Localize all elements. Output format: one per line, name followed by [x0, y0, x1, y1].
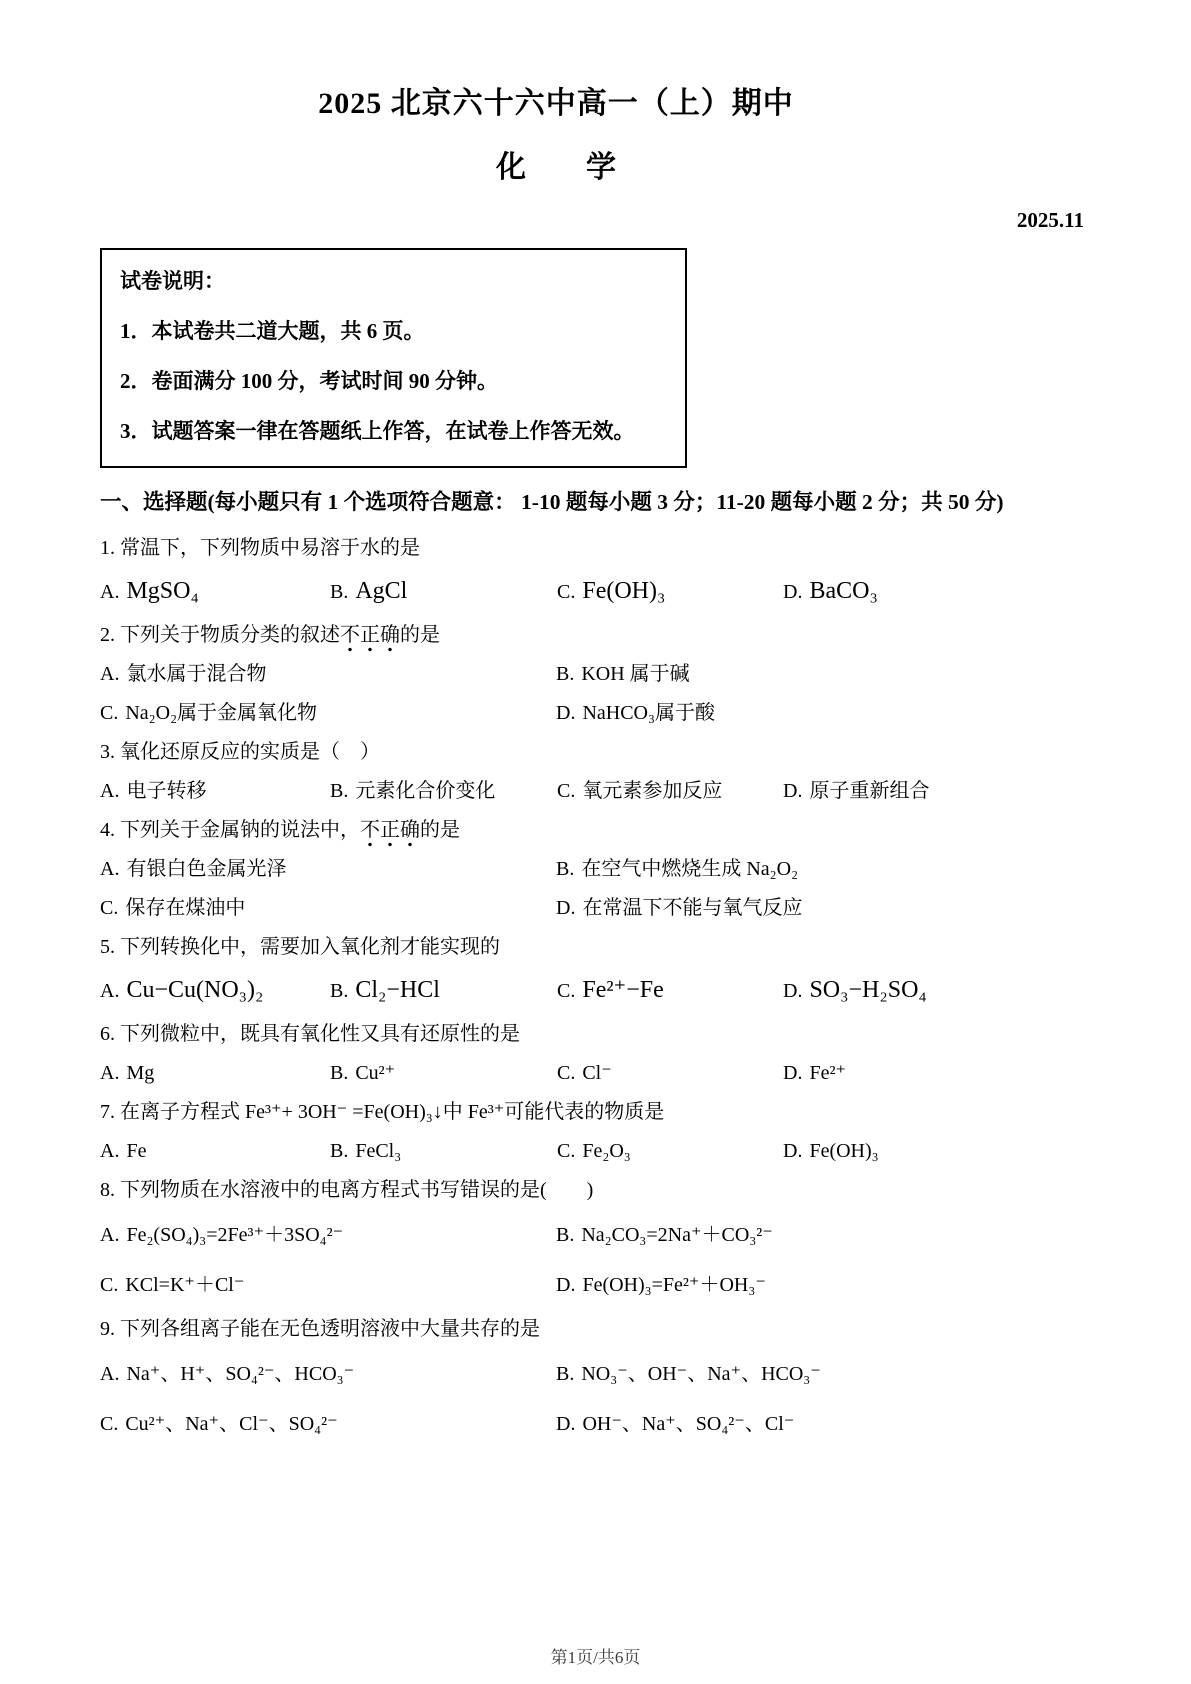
option-text: 氧元素参加反应	[582, 780, 723, 802]
question-8	[100, 1171, 1012, 1310]
option-a	[100, 1210, 556, 1260]
option-label: D.	[556, 702, 576, 724]
option-b	[330, 1054, 557, 1093]
option-label: C.	[557, 1062, 576, 1084]
option-c	[557, 1054, 783, 1093]
option-label: C.	[557, 1140, 576, 1162]
option-label: C.	[557, 780, 576, 802]
stem-text: 4. 下列关于金属钠的说法中，	[100, 819, 360, 841]
option-text: Fe²⁺−Fe	[582, 977, 664, 1003]
option-text: NO₃⁻、OH⁻、Na⁺、HCO₃⁻	[581, 1363, 821, 1385]
option-c	[100, 694, 556, 733]
option-text: Cu²⁺	[355, 1062, 396, 1084]
option-label: D.	[783, 980, 803, 1002]
question-stem: 6. 下列微粒中，既具有氧化性又具有还原性的是	[100, 1023, 520, 1045]
option-text: SO₃−H₂SO₄	[809, 977, 927, 1003]
option-row	[100, 1132, 1012, 1171]
option-label: D.	[783, 1062, 803, 1084]
option-d	[783, 967, 1012, 1015]
option-text: Cu²⁺、Na⁺、Cl⁻、SO₄²⁻	[125, 1413, 338, 1435]
question-stem: 5. 下列转换化中，需要加入氧化剂才能实现的	[100, 936, 500, 958]
option-row	[100, 1349, 1012, 1449]
option-text: 在常温下不能与氧气反应	[582, 897, 803, 919]
notice-item-2: 2．卷面满分 100 分，考试时间 90 分钟。	[120, 369, 498, 393]
option-label: C.	[100, 1274, 119, 1296]
option-a	[100, 967, 330, 1015]
option-b	[556, 850, 1012, 889]
option-text: KOH 属于碱	[581, 663, 690, 685]
option-text: Fe(OH)₃	[582, 578, 666, 604]
option-text: 保存在煤油中	[125, 897, 246, 919]
question-6	[100, 1015, 1012, 1093]
notice-heading: 试卷说明：	[120, 269, 225, 293]
option-text: Fe₂O₃	[582, 1140, 631, 1162]
option-label: C.	[100, 702, 119, 724]
option-label: C.	[100, 1413, 119, 1435]
option-c	[557, 1132, 783, 1171]
option-label: C.	[557, 581, 576, 603]
option-label: B.	[556, 1224, 575, 1246]
option-a	[100, 1132, 330, 1171]
stem-emphasized-text: 不正确	[340, 624, 400, 652]
option-row	[100, 967, 1012, 1015]
option-text: 氯水属于混合物	[126, 663, 267, 685]
question-stem	[100, 616, 1012, 655]
option-a	[100, 655, 556, 694]
question-stem: 9. 下列各组离子能在无色透明溶液中大量共存的是	[100, 1318, 540, 1340]
option-label: C.	[557, 980, 576, 1002]
option-label: B.	[556, 858, 575, 880]
option-text: Fe₂(SO₄)₃=2Fe³⁺＋3SO₄²⁻	[126, 1224, 344, 1246]
option-b	[556, 1349, 1012, 1399]
exam-date: 2025.11	[1016, 208, 1084, 232]
option-a	[100, 1054, 330, 1093]
option-d	[783, 1054, 1012, 1093]
option-label: B.	[330, 581, 349, 603]
option-a	[100, 772, 330, 811]
option-text: Na⁺、H⁺、SO₄²⁻、HCO₃⁻	[126, 1363, 355, 1385]
question-3	[100, 733, 1012, 811]
option-a	[100, 850, 556, 889]
option-text: Cl⁻	[582, 1062, 612, 1084]
question-list	[100, 529, 1012, 1449]
option-label: A.	[100, 858, 120, 880]
page-footer: 第1页/共6页	[550, 1648, 641, 1667]
option-d	[556, 694, 1012, 733]
option-text: Cu−Cu(NO₃)₂	[126, 977, 264, 1003]
question-stem: 7. 在离子方程式 Fe³⁺+ 3OH⁻ =Fe(OH)₃↓中 Fe³⁺可能代表的物质是	[100, 1101, 665, 1123]
option-text: Na₂O₂属于金属氧化物	[125, 702, 318, 724]
question-stem	[100, 811, 1012, 850]
option-label: B.	[330, 780, 349, 802]
option-row	[100, 772, 1012, 811]
option-label: A.	[100, 581, 120, 603]
question-7	[100, 1093, 1012, 1171]
option-text: Mg	[126, 1062, 155, 1084]
option-c	[557, 772, 783, 811]
option-text: 有银白色金属光泽	[126, 858, 287, 880]
option-d	[783, 568, 1012, 616]
option-a	[100, 1349, 556, 1399]
option-a	[100, 568, 330, 616]
option-text: MgSO₄	[126, 578, 199, 604]
option-text: BaCO₃	[809, 578, 878, 604]
question-5	[100, 928, 1012, 1015]
option-text: 电子转移	[126, 780, 207, 802]
option-label: A.	[100, 1140, 120, 1162]
option-text: Na₂CO₃=2Na⁺＋CO₃²⁻	[581, 1224, 773, 1246]
option-b	[330, 568, 557, 616]
option-label: D.	[783, 581, 803, 603]
stem-text: 的是	[400, 624, 440, 646]
option-text: OH⁻、Na⁺、SO₄²⁻、Cl⁻	[582, 1413, 795, 1435]
option-text: Fe(OH)₃=Fe²⁺＋OH₃⁻	[582, 1274, 766, 1296]
option-label: B.	[330, 1062, 349, 1084]
page-title: 2025 北京六十六中高一（上）期中	[318, 87, 794, 120]
option-text: 元素化合价变化	[355, 780, 496, 802]
option-row	[100, 568, 1012, 616]
option-text: Fe	[126, 1140, 147, 1162]
option-c	[557, 568, 783, 616]
option-label: B.	[556, 1363, 575, 1385]
option-label: B.	[556, 663, 575, 685]
question-1	[100, 529, 1012, 616]
option-label: D.	[556, 1413, 576, 1435]
option-label: D.	[556, 897, 576, 919]
page-content	[100, 84, 1084, 1449]
option-d	[556, 1260, 1012, 1310]
option-d	[556, 889, 1012, 928]
stem-text: 的是	[420, 819, 460, 841]
option-text: Fe²⁺	[809, 1062, 847, 1084]
option-label: C.	[100, 897, 119, 919]
question-2	[100, 616, 1012, 733]
subject-title: 化 学	[496, 151, 616, 184]
question-stem: 8. 下列物质在水溶液中的电离方程式书写错误的是( )	[100, 1179, 594, 1201]
option-label: A.	[100, 980, 120, 1002]
option-text: 原子重新组合	[809, 780, 930, 802]
option-label: A.	[100, 780, 120, 802]
option-c	[100, 889, 556, 928]
option-c	[557, 967, 783, 1015]
option-b	[330, 772, 557, 811]
option-text: KCl=K⁺＋Cl⁻	[125, 1274, 245, 1296]
notice-item-3: 3．试题答案一律在答题纸上作答，在试卷上作答无效。	[120, 419, 635, 443]
option-text: NaHCO₃属于酸	[582, 702, 715, 724]
option-d	[783, 1132, 1012, 1171]
option-text: 在空气中燃烧生成 Na₂O₂	[581, 858, 799, 880]
option-row	[100, 655, 1012, 733]
option-label: D.	[556, 1274, 576, 1296]
option-text: Cl₂−HCl	[355, 977, 440, 1003]
option-label: B.	[330, 1140, 349, 1162]
question-9	[100, 1310, 1012, 1449]
option-text: AgCl	[355, 578, 408, 604]
question-stem: 3. 氧化还原反应的实质是（ ）	[100, 741, 380, 763]
option-label: D.	[783, 780, 803, 802]
option-text: Fe(OH)₃	[809, 1140, 879, 1162]
stem-text: 2. 下列关于物质分类的叙述	[100, 624, 340, 646]
option-d	[556, 1399, 1012, 1449]
option-text: FeCl₃	[355, 1140, 402, 1162]
option-c	[100, 1399, 556, 1449]
question-stem: 1. 常温下，下列物质中易溶于水的是	[100, 537, 420, 559]
option-b	[330, 1132, 557, 1171]
option-label: A.	[100, 1224, 120, 1246]
option-row	[100, 850, 1012, 928]
question-4	[100, 811, 1012, 928]
option-d	[783, 772, 1012, 811]
option-label: A.	[100, 663, 120, 685]
option-label: B.	[330, 980, 349, 1002]
option-b	[330, 967, 557, 1015]
option-label: A.	[100, 1062, 120, 1084]
option-label: D.	[783, 1140, 803, 1162]
option-row	[100, 1210, 1012, 1310]
option-b	[556, 655, 1012, 694]
option-row	[100, 1054, 1012, 1093]
stem-emphasized-text: 不正确	[360, 819, 420, 847]
notice-box	[100, 248, 687, 468]
section-heading: 一、选择题(每小题只有 1 个选项符合题意： 1-10 题每小题 3 分；11-20 题每小题 2 分；共 50 分)	[100, 490, 1004, 514]
option-label: A.	[100, 1363, 120, 1385]
option-c	[100, 1260, 556, 1310]
notice-item-1: 1．本试卷共二道大题，共 6 页。	[120, 319, 425, 343]
option-b	[556, 1210, 1012, 1260]
